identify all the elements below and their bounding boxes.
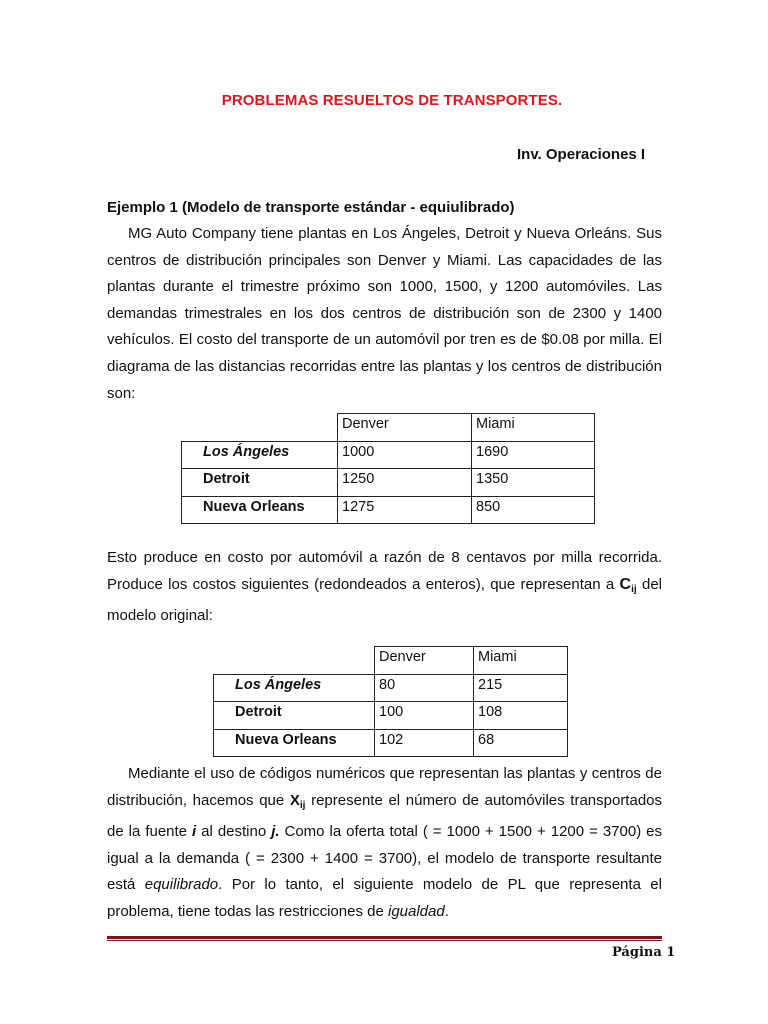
example-heading: Ejemplo 1 (Modelo de transporte estándar - equiulibrado) — [107, 199, 515, 216]
table-cell: 68 — [474, 729, 568, 757]
table-cell: 80 — [375, 674, 474, 702]
footer-rule-thick — [107, 936, 662, 939]
cost-text-after: del modelo original: — [107, 575, 662, 625]
table-header: Miami — [472, 414, 595, 442]
table-header: Denver — [375, 647, 474, 675]
distance-table — [181, 413, 595, 524]
table-cell: 1690 — [472, 441, 595, 469]
table-cell: 1000 — [338, 441, 472, 469]
table-header: Miami — [474, 647, 568, 675]
variable-symbol: X — [289, 791, 300, 809]
table-row — [182, 441, 595, 469]
cost-table — [213, 646, 568, 757]
model-paragraph — [107, 761, 662, 926]
table-cell: 850 — [472, 496, 595, 524]
row-label: Los Ángeles — [214, 674, 375, 702]
page-number: Página 1 — [612, 945, 676, 960]
cost-paragraph — [107, 545, 662, 630]
index-j: j. — [271, 823, 280, 841]
table-cell: 100 — [375, 702, 474, 730]
table-header-row — [182, 414, 595, 442]
model-text-b: represente el número de automóviles transportados de la fuente — [107, 791, 663, 841]
footer-rule-thin — [107, 940, 662, 941]
table-cell: 215 — [474, 674, 568, 702]
model-text-c: al destino — [196, 823, 272, 841]
cost-subscript: ij — [631, 583, 637, 595]
cost-text-before: Esto produce en costo por automóvil a razón de 8 centavos por milla recorrida. Produce los costos siguientes (redondeados a enteros), que representan a — [107, 549, 662, 593]
row-label: Nueva Orleans — [214, 729, 375, 757]
model-text-e: . Por lo tanto, el siguiente modelo de PL que representa el problema, tiene todas las restricciones de — [107, 876, 662, 920]
table-row — [182, 496, 595, 524]
table-cell: 1350 — [472, 469, 595, 497]
model-text-a: Mediante el uso de códigos numéricos que representan las plantas y centros de distribución, hacemos que — [107, 765, 662, 809]
table-corner — [182, 414, 338, 442]
model-text-d: Como la oferta total ( = 1000 + 1500 + 1200 = 3700) es igual a la demanda ( = 2300 + 1400 = 3700), el modelo de transporte resultante está — [107, 823, 663, 894]
course-label: Inv. Operaciones I — [517, 146, 646, 163]
term-igualdad: igualdad — [387, 902, 445, 920]
term-equilibrado: equilibrado — [144, 876, 219, 894]
table-cell: 1250 — [338, 469, 472, 497]
table-cell: 1275 — [338, 496, 472, 524]
table-corner — [214, 647, 375, 675]
row-label: Los Ángeles — [182, 441, 338, 469]
table-header-row — [214, 647, 568, 675]
row-label: Nueva Orleans — [182, 496, 338, 524]
table-row — [214, 674, 568, 702]
table-header: Denver — [338, 414, 472, 442]
problem-paragraph — [107, 221, 662, 407]
table-cell: 108 — [474, 702, 568, 730]
document-title: PROBLEMAS RESUELTOS DE TRANSPORTES. — [221, 92, 563, 109]
row-label: Detroit — [214, 702, 375, 730]
table-row — [214, 729, 568, 757]
variable-subscript: ij — [299, 799, 306, 811]
table-cell: 102 — [375, 729, 474, 757]
row-label: Detroit — [182, 469, 338, 497]
model-text-f: . — [444, 902, 449, 920]
problem-text: MG Auto Company tiene plantas en Los Ángeles, Detroit y Nueva Orleáns. Sus centros de distribución principales son Denver y Miami. Las capacidades de las plantas durante el trimestre próximo son 1000, 1500, y 1200 automóviles. Las demandas trimestrales en los dos centros de distribución son de 2300 y 1400 vehículos. El costo del transporte de un automóvil por tren es de $0.08 por milla. El diagrama de las distancias recorridas entre las plantas y los centros de distribución son: — [107, 225, 662, 402]
table-row — [214, 702, 568, 730]
table-row — [182, 469, 595, 497]
cost-symbol: C — [619, 575, 632, 593]
index-i: i — [192, 823, 197, 841]
